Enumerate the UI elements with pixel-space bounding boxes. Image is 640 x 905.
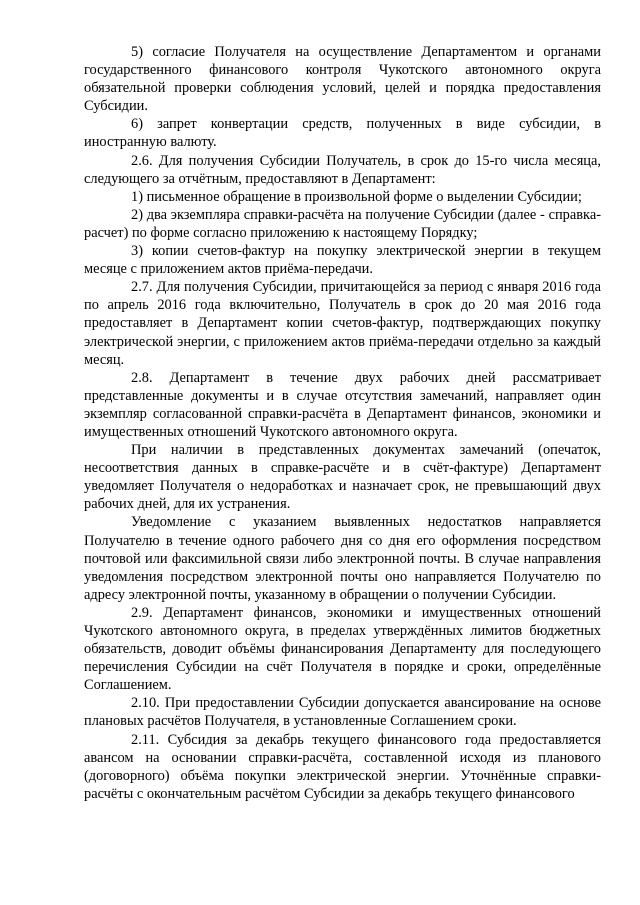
paragraph-list-item-2: 2) два экземпляра справки-расчёта на получение Субсидии (далее - справка-расчет) по форме согласно приложению к настоящему Порядку; — [84, 206, 601, 241]
paragraph-2-11: 2.11. Субсидия за декабрь текущего финансового года предоставляется авансом на основании справки-расчёта, составленной исходя из планового (договорного) объёма покупки электрической энергии. Уточнённые справки-расчёты с окончательным расчётом Субсидии за декабрь текущего финансового — [84, 731, 601, 802]
paragraph-2-10: 2.10. При предоставлении Субсидии допускается авансирование на основе плановых расчётов Получателя, в установленные Соглашением сроки. — [84, 695, 601, 730]
paragraph-2-9: 2.9. Департамент финансов, экономики и имущественных отношений Чукотского автономного округа, в пределах утверждённых лимитов бюджетных обязательств, доводит объёмы финансирования Департаменту для последующего перечисления Субсидии на счёт Получателя в порядке и сроки, определённые Соглашением. — [84, 604, 601, 694]
paragraph-notification: Уведомление с указанием выявленных недостатков направляется Получателю в течение одного рабочего дня со дня его оформления посредством почтовой или факсимильной связи либо электронной почты. В случае направления уведомления посредством электронной почты оно направляется Получателю по адресу электронной почты, указанному в обращении о получении Субсидии. — [84, 514, 601, 603]
paragraph-list-item-3: 3) копии счетов-фактур на покупку электрической энергии в текущем месяце с приложением актов приёма-передачи. — [84, 243, 601, 278]
document-page — [84, 43, 601, 803]
paragraph-item-5-consent: 5) согласие Получателя на осуществление Департаментом и органами государственного финансового контроля Чукотского автономного округа обязательной проверки соблюдения условий, целей и порядка предоставления Субсидии. — [84, 44, 601, 115]
paragraph-2-7: 2.7. Для получения Субсидии, причитающейся за период с января 2016 года по апрель 2016 года включительно, Получатель в срок до 20 мая 2016 года предоставляет в Департамент копии счетов-фактур, подтверждающих покупку электрической энергии, с приложением актов приёма-передачи отдельно за каждый месяц. — [84, 279, 601, 368]
paragraph-2-8: 2.8. Департамент в течение двух рабочих дней рассматривает представленные документы и в случае отсутствия замечаний, направляет один экземпляр согласованной справки-расчёта в Департамент финансов, экономики и имущественных отношений Чукотского автономного округа. — [84, 369, 601, 440]
paragraph-item-6-conversion-ban: 6) запрет конвертации средств, полученных в виде субсидии, в иностранную валюту. — [84, 116, 601, 151]
paragraph-2-6: 2.6. Для получения Субсидии Получатель, в срок до 15-го числа месяца, следующего за отчётным, предоставляют в Департамент: — [84, 152, 601, 187]
paragraph-list-item-1: 1) письменное обращение в произвольной форме о выделении Субсидии; — [131, 188, 582, 205]
paragraph-remarks: При наличии в представленных документах замечаний (опечаток, несоответствия данных в справке-расчёте и в счёт-фактуре) Департамент уведомляет Получателя о недоработках и назначает срок, не превышающий двух рабочих дней, для их устранения. — [84, 442, 601, 513]
